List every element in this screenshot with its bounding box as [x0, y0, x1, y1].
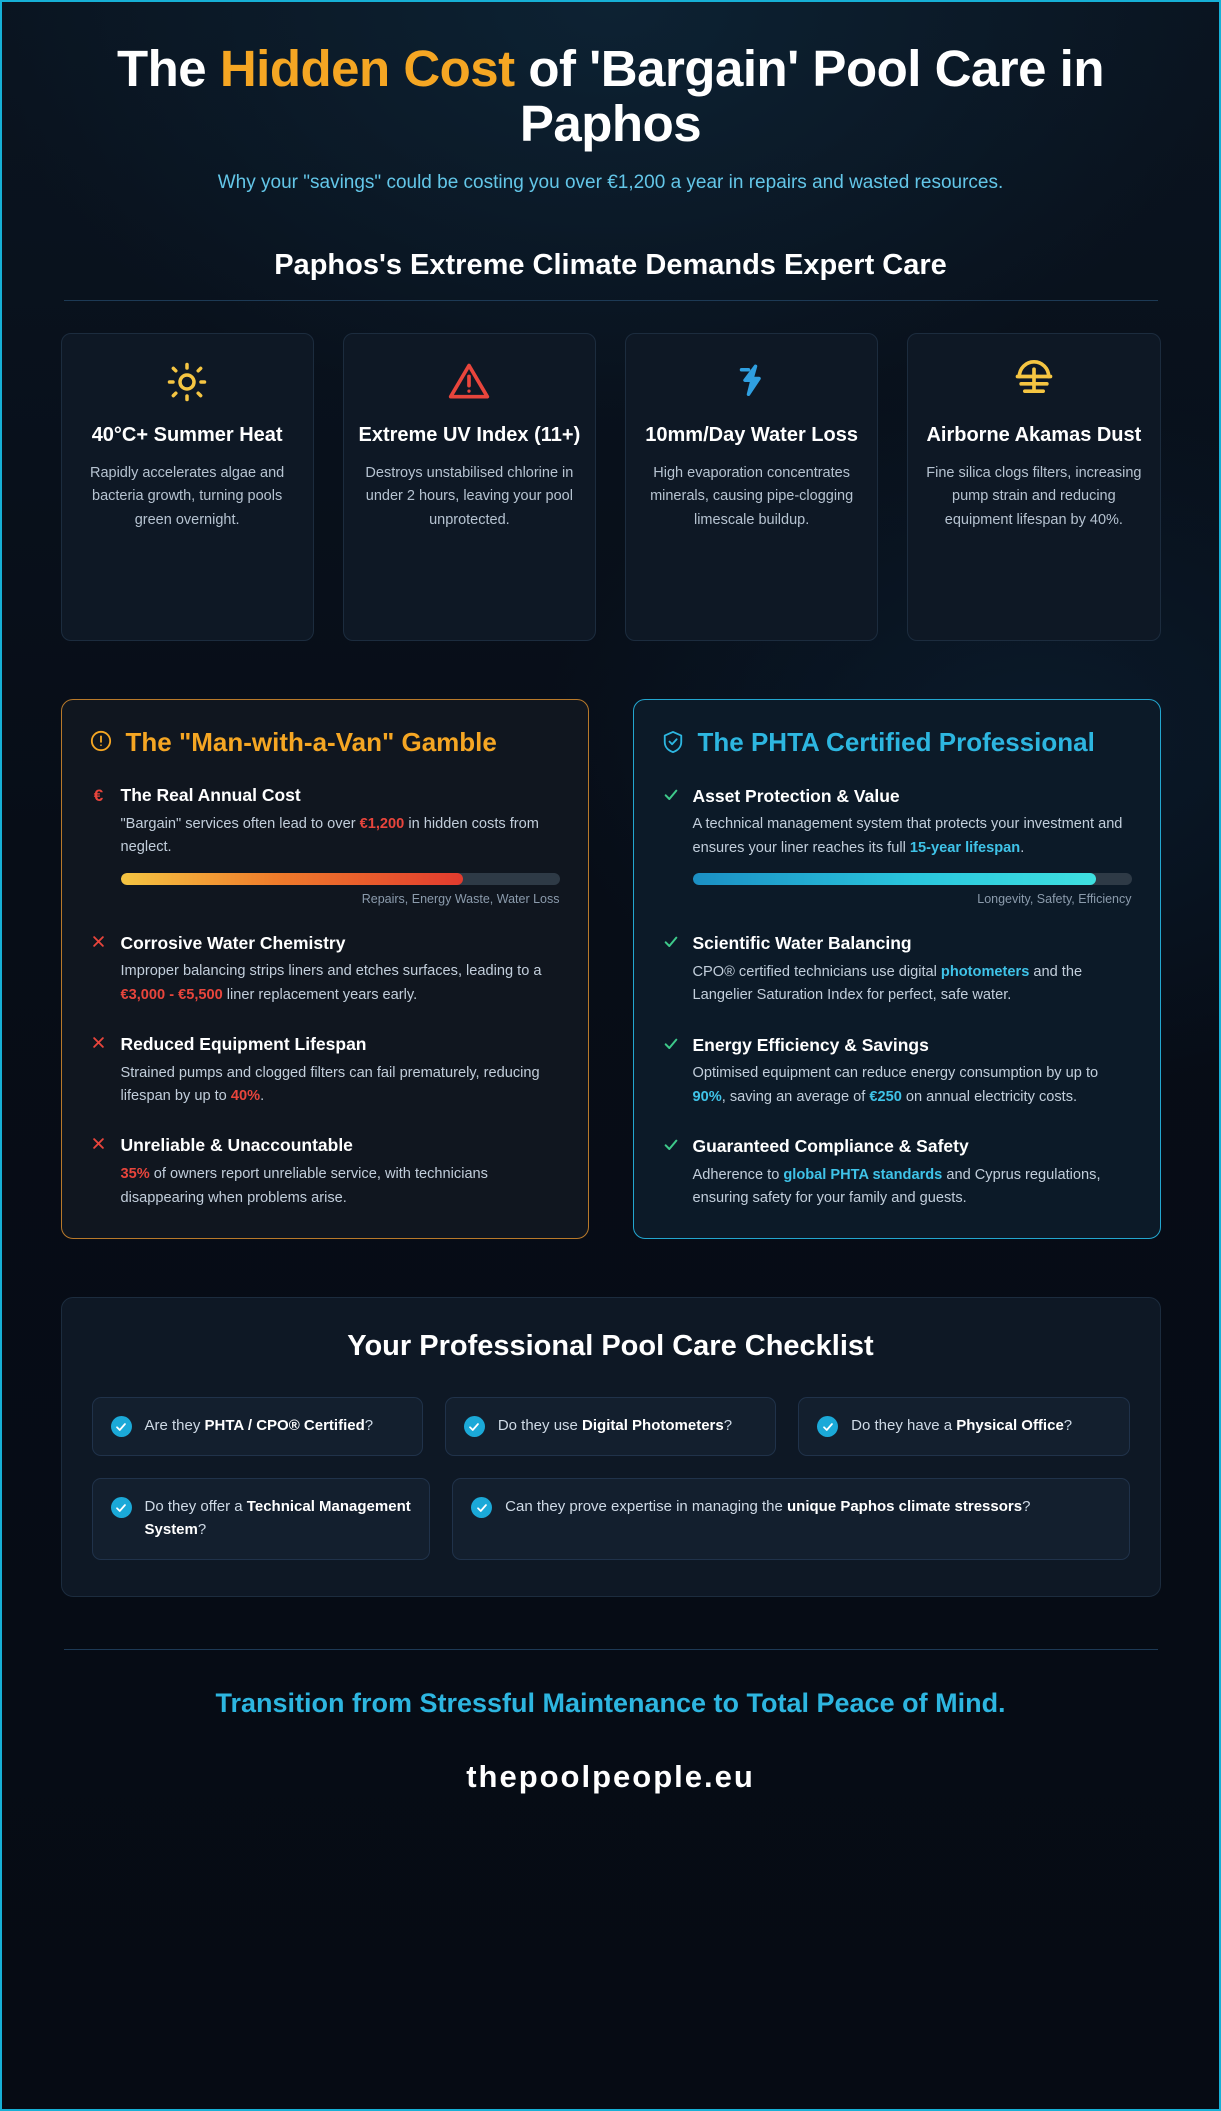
van-item-title: The Real Annual Cost	[120, 785, 301, 806]
checklist-item[interactable]	[445, 1397, 776, 1456]
checklist-text-bold: Physical Office	[956, 1417, 1064, 1435]
checklist-item-text	[505, 1496, 1030, 1519]
x-icon	[90, 1035, 108, 1055]
van-item-desc-post: liner replacement years early.	[222, 986, 418, 1003]
sun-icon	[76, 356, 299, 408]
pro-item-desc	[693, 813, 1132, 860]
comparison-section	[61, 699, 1161, 1240]
euro-icon: €	[93, 786, 104, 806]
checklist-row-2	[92, 1478, 1130, 1560]
climate-card-title: 10mm/Day Water Loss	[645, 423, 858, 446]
man-with-a-van-panel	[61, 699, 589, 1240]
van-item-desc-pre: Strained pumps and clogged filters can fail prematurely, reducing lifespan by up to	[120, 1064, 540, 1105]
climate-card-title: 40°C+ Summer Heat	[91, 423, 283, 446]
phta-professional-panel	[633, 699, 1161, 1240]
checklist-text-post: ?	[723, 1417, 733, 1435]
x-icon	[90, 934, 108, 954]
van-item	[90, 1134, 560, 1209]
check-badge-icon	[471, 1497, 492, 1518]
pro-item-desc-post: and Cyprus regulations, ensuring safety for your family and guests.	[692, 1166, 1101, 1207]
climate-card	[343, 333, 596, 641]
check-badge-icon	[817, 1416, 838, 1437]
checklist-item[interactable]	[798, 1397, 1129, 1456]
checklist-row-1	[92, 1397, 1130, 1456]
checklist-item-text	[498, 1415, 732, 1438]
pro-item	[662, 932, 1132, 1007]
van-item-desc-post: in hidden costs from neglect.	[120, 815, 539, 856]
van-item-desc-highlight: 40%	[230, 1088, 261, 1105]
pro-item-desc-pre: Optimised equipment can reduce energy consumption by up to	[692, 1065, 1099, 1082]
check-badge-icon	[464, 1416, 485, 1437]
checklist-text-pre: Can they prove expertise in managing the	[505, 1498, 787, 1516]
checklist-text-post: ?	[197, 1521, 207, 1539]
van-item-desc-post: of owners report unreliable service, with technicians disappearing when problems arise.	[120, 1166, 488, 1206]
check-icon	[662, 934, 680, 955]
pro-item-desc-pre: A technical management system that protects your investment and ensures your liner reaches its full	[692, 816, 1123, 856]
pro-item-desc-mid: , saving an average of	[721, 1088, 870, 1105]
checklist-title: Your Professional Pool Care Checklist	[347, 1330, 874, 1363]
checklist-item-text	[145, 1415, 374, 1438]
van-item-title: Corrosive Water Chemistry	[120, 932, 346, 953]
checklist-text-post: ?	[364, 1417, 374, 1435]
van-item-desc-highlight: €3,000 - €5,500	[120, 986, 223, 1003]
checklist-text-post: ?	[1022, 1498, 1031, 1516]
title-part-2: of 'Bargain' Pool Care in Paphos	[514, 40, 1104, 152]
checklist-item-text	[145, 1496, 412, 1542]
checklist-item[interactable]	[452, 1478, 1129, 1560]
checklist-text-pre: Do they have a	[851, 1417, 957, 1435]
pro-benefit-bar-caption: Longevity, Safety, Efficiency	[977, 892, 1132, 907]
checklist-text-pre: Do they use	[497, 1417, 583, 1435]
van-cost-bar-caption: Repairs, Energy Waste, Water Loss	[361, 891, 560, 906]
van-item	[90, 932, 560, 1007]
pro-item-title: Energy Efficiency & Savings	[692, 1034, 929, 1055]
checklist-text-post: ?	[1063, 1417, 1073, 1435]
checklist-text-pre: Are they	[144, 1417, 205, 1435]
alert-circle-icon	[90, 730, 112, 757]
pro-item-desc-highlight: photometers	[940, 963, 1030, 980]
footer-website-url[interactable]: thepoolpeople.eu	[466, 1758, 755, 1794]
van-item	[90, 1033, 560, 1108]
page-subtitle: Why your "savings" could be costing you over €1,200 a year in repairs and wasted resources.	[217, 172, 1004, 194]
pro-item-desc-post: on annual electricity costs.	[901, 1088, 1078, 1105]
pro-item-desc	[693, 1164, 1132, 1211]
pro-item-desc-post: .	[1020, 839, 1025, 856]
climate-card	[907, 333, 1160, 641]
title-accent: Hidden Cost	[219, 40, 515, 97]
van-cost-bar	[121, 873, 560, 906]
checklist-text-bold: Digital Photometers	[582, 1417, 724, 1435]
climate-card-desc: High evaporation concentrates minerals, causing pipe-clogging limescale buildup.	[650, 464, 854, 528]
checklist-section	[61, 1297, 1161, 1596]
climate-section-heading: Paphos's Extreme Climate Demands Expert Care	[64, 249, 1158, 301]
pro-item	[662, 1034, 1132, 1109]
van-panel-title: The "Man-with-a-Van" Gamble	[125, 726, 497, 757]
pro-benefit-bar	[693, 873, 1132, 906]
climate-card-grid	[61, 333, 1161, 641]
van-item-desc	[121, 960, 560, 1007]
pro-item-desc	[693, 961, 1132, 1008]
pro-item-desc-post: and the Langelier Saturation Index for perfect, safe water.	[692, 963, 1083, 1004]
title-part-1: The	[116, 40, 220, 97]
pro-item-desc-pre: CPO® certified technicians use digital	[692, 963, 941, 980]
pro-item-desc-pre: Adherence to	[692, 1166, 784, 1183]
pro-item	[662, 1135, 1132, 1210]
checklist-text-bold: Technical Management System	[144, 1498, 411, 1539]
climate-card	[625, 333, 878, 641]
check-icon	[662, 787, 680, 808]
climate-card-desc: Rapidly accelerates algae and bacteria growth, turning pools green overnight.	[89, 464, 285, 528]
footer-divider	[64, 1649, 1158, 1650]
van-item-desc-post: .	[260, 1088, 265, 1105]
van-item-desc-highlight: 35%	[120, 1166, 150, 1183]
shield-check-icon	[662, 730, 684, 759]
van-item	[90, 784, 560, 905]
van-item-desc	[121, 813, 560, 860]
checklist-text-pre: Do they offer a	[144, 1498, 247, 1516]
pro-item-desc-highlight: 15-year lifespan	[909, 839, 1021, 856]
climate-card-desc: Destroys unstabilised chlorine in under 2 hours, leaving your pool unprotected.	[365, 464, 574, 528]
check-badge-icon	[111, 1497, 132, 1518]
check-badge-icon	[111, 1416, 132, 1437]
checklist-text-bold: PHTA / CPO® Certified	[204, 1417, 365, 1435]
van-item-title: Unreliable & Unaccountable	[120, 1135, 353, 1156]
climate-card-title: Extreme UV Index (11+)	[358, 423, 581, 446]
footer-tagline: Transition from Stressful Maintenance to Total Peace of Mind.	[215, 1687, 1006, 1718]
checklist-item[interactable]	[92, 1478, 431, 1560]
pro-item-title: Asset Protection & Value	[692, 785, 900, 806]
x-icon	[90, 1136, 108, 1156]
van-item-desc	[121, 1062, 560, 1109]
van-item-desc	[121, 1163, 560, 1210]
pro-item-title: Guaranteed Compliance & Safety	[692, 1135, 969, 1156]
climate-card	[61, 333, 314, 641]
pro-panel-title: The PHTA Certified Professional	[697, 726, 1095, 757]
climate-card-title: Airborne Akamas Dust	[926, 423, 1142, 446]
checklist-text-bold: unique Paphos climate stressors	[787, 1498, 1023, 1516]
pro-item-desc-highlight: global PHTA standards	[783, 1166, 943, 1183]
van-item-desc-pre: Improper balancing strips liners and etches surfaces, leading to a	[120, 963, 542, 980]
checklist-item-text	[851, 1415, 1072, 1438]
pro-item-desc	[693, 1062, 1132, 1109]
dust-filter-icon	[922, 356, 1145, 408]
pro-item-title: Scientific Water Balancing	[692, 933, 912, 954]
climate-card-desc: Fine silica clogs filters, increasing pump strain and reducing equipment lifespan by 40%.	[926, 464, 1142, 528]
page-title	[61, 42, 1161, 151]
checklist-item[interactable]	[92, 1397, 423, 1456]
van-item-desc-highlight: €1,200	[359, 815, 405, 832]
water-drop-icon	[640, 356, 863, 408]
van-item-desc-pre: "Bargain" services often lead to over	[120, 815, 360, 832]
check-icon	[662, 1137, 680, 1158]
pro-item-desc-highlight: 90%	[692, 1088, 722, 1105]
van-item-title: Reduced Equipment Lifespan	[120, 1034, 367, 1055]
check-icon	[662, 1036, 680, 1057]
pro-item-desc-highlight-2: €250	[869, 1088, 902, 1105]
warning-triangle-icon	[358, 356, 581, 408]
pro-item	[662, 785, 1132, 906]
